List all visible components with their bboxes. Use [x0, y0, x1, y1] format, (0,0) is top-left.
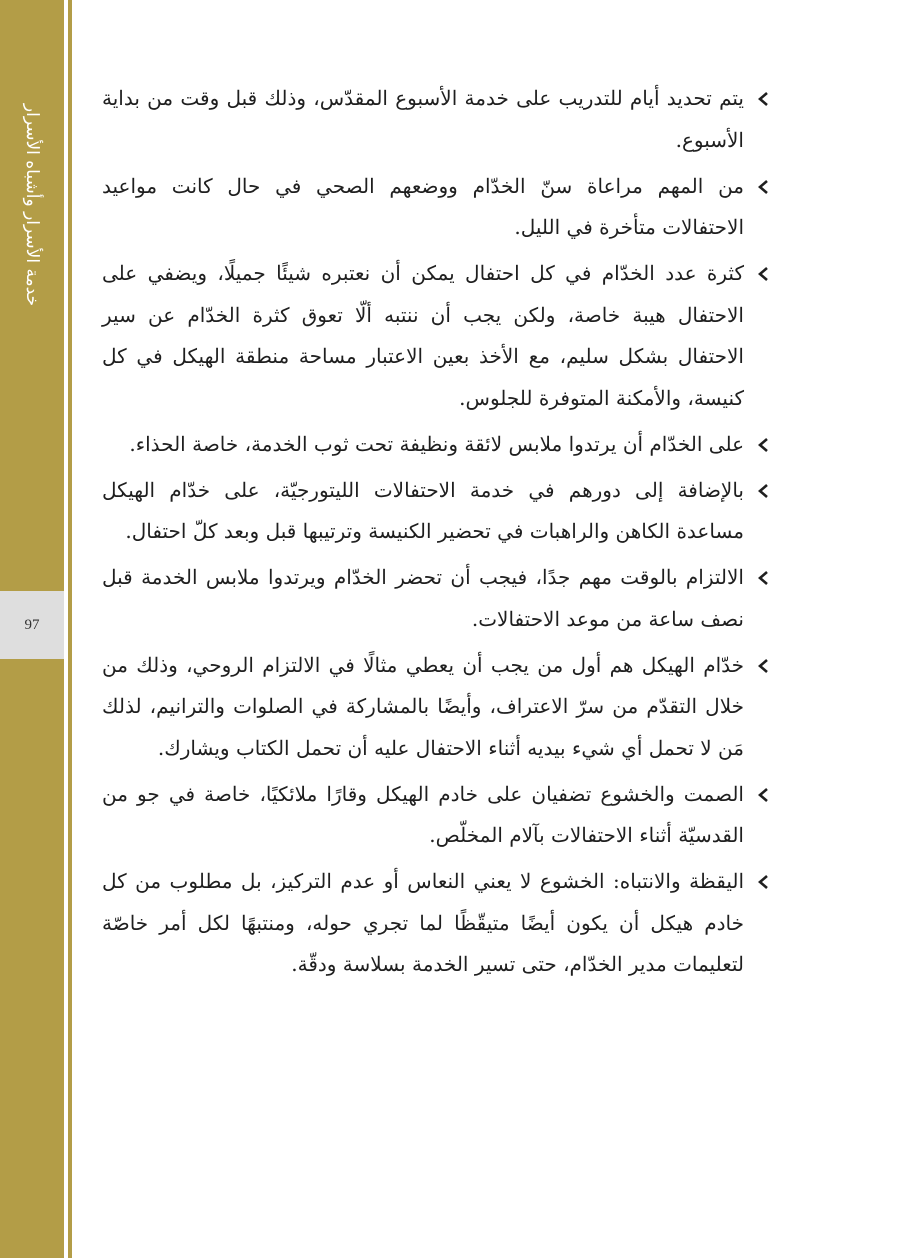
list-item [102, 470, 772, 553]
list-item-text: بالإضافة إلى دورهم في خدمة الاحتفالات الليتورجيّة، على خدّام الهيكل مساعدة الكاهن والراهبات في تحضير الكنيسة وترتيبها قبل وبعد كلّ احتفال. [102, 477, 744, 543]
sidebar-divider-line [68, 0, 72, 1258]
list-item [102, 774, 772, 857]
list-item-text: الصمت والخشوع تضفيان على خادم الهيكل وقارًا ملائكيًا، خاصة في جو من القدسيّة أثناء الاحتفالات بآلام المخلّص. [102, 781, 744, 847]
list-item-text: على الخدّام أن يرتدوا ملابس لائقة ونظيفة تحت ثوب الخدمة، خاصة الحذاء. [129, 431, 744, 456]
chevron-left-icon [755, 179, 770, 195]
list-item [102, 166, 772, 249]
list-item-text: يتم تحديد أيام للتدريب على خدمة الأسبوع المقدّس، وذلك قبل وقت من بداية الأسبوع. [102, 86, 744, 152]
list-item-text: كثرة عدد الخدّام في كل احتفال يمكن أن نعتبره شيئًا جميلًا، ويضفي على الاحتفال هيبة خاصة، ولكن يجب أن ننتبه ألّا تعوق كثرة الخدّام عن سير الاحتفال بشكل سليم، مع الأخذ بعين الاعتبار مساحة منطقة الهيكل في كل كنيسة، والأمكنة المتوفرة للجلوس. [102, 261, 744, 410]
list-item [102, 645, 772, 770]
bullet-list [102, 78, 772, 990]
list-item-text: الالتزام بالوقت مهم جدًا، فيجب أن تحضر الخدّام ويرتدوا ملابس الخدمة قبل نصف ساعة من موعد الاحتفالات. [102, 565, 744, 631]
list-item-text: اليقظة والانتباه: الخشوع لا يعني النعاس أو عدم التركيز، بل مطلوب من كل خادم هيكل أن يكون أيضًا متيقّظًا لما تجري حوله، ومنتبهًا لكل أمر خاصّة لتعليمات مدير الخدّام، حتى تسير الخدمة بسلاسة ودقّة. [102, 869, 744, 976]
list-item [102, 861, 772, 986]
chevron-left-icon [755, 91, 770, 107]
list-item-text: خدّام الهيكل هم أول من يجب أن يعطي مثالًا في الالتزام الروحي، وذلك من خلال التقدّم من سرّ الاعتراف، وأيضًا بالمشاركة في الصلوات والترانيم، لذلك مَن لا تحمل أي شيء بيديه أثناء الاحتفال عليه أن تحمل الكتاب ويشارك. [102, 652, 744, 760]
chevron-left-icon [755, 437, 770, 453]
chevron-left-icon [755, 570, 770, 586]
chevron-left-icon [755, 874, 770, 890]
list-item-text: من المهم مراعاة سنّ الخدّام ووضعهم الصحي في حال كانت مواعيد الاحتفالات متأخرة في الليل. [102, 173, 745, 239]
list-item [102, 78, 772, 161]
running-title: خدمة الأسرار وأشباه الأسرار [22, 103, 42, 307]
page-number: 97 [24, 616, 40, 633]
list-item [102, 253, 772, 419]
chevron-left-icon [755, 658, 770, 674]
page-number-tab [0, 591, 64, 659]
chevron-left-icon [755, 483, 770, 499]
chevron-left-icon [755, 266, 770, 282]
chevron-left-icon [755, 787, 770, 803]
list-item [102, 557, 772, 640]
list-item [102, 424, 772, 466]
